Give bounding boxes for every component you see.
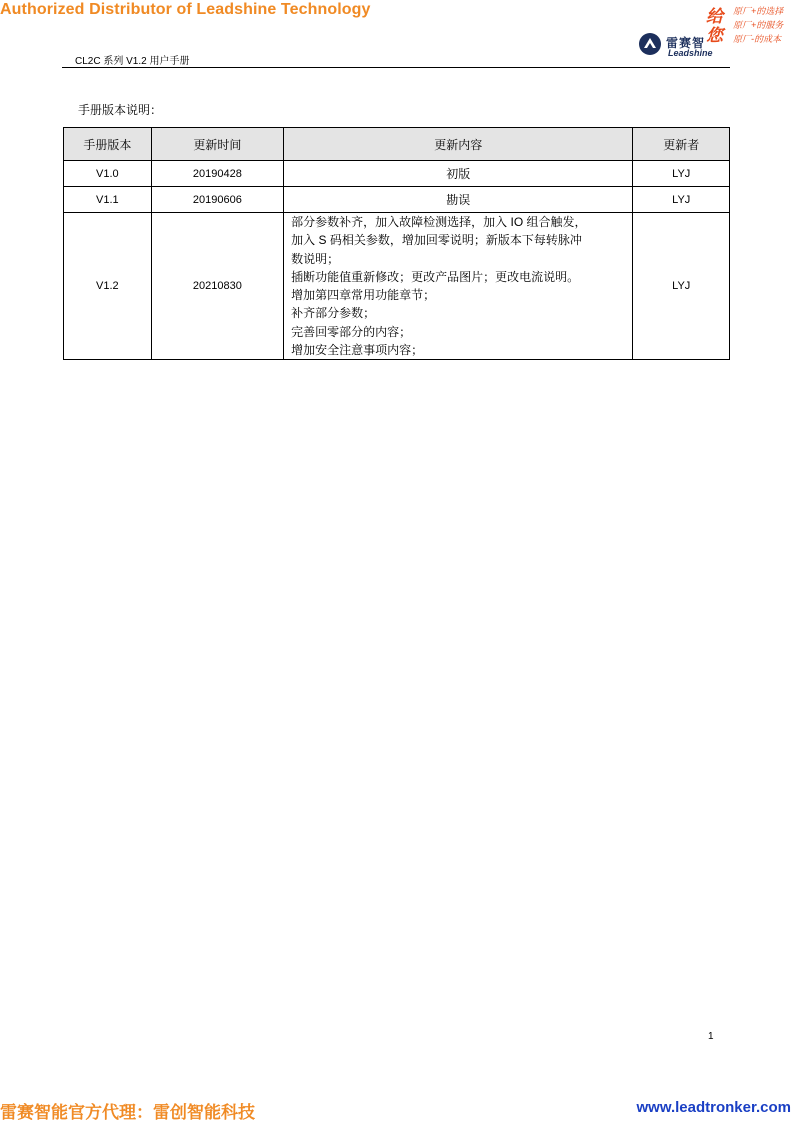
content-line: 完善回零部分的内容；	[291, 324, 412, 339]
distributor-banner: Authorized Distributor of Leadshine Technology	[0, 1, 371, 18]
cell-author: LYJ	[633, 213, 730, 360]
cell-version: V1.2	[64, 213, 152, 360]
content-line: 增加第四章常用功能章节；	[291, 288, 436, 303]
cell-author: LYJ	[633, 187, 730, 213]
slogan-line: 原厂+的选择	[733, 6, 784, 16]
cell-date: 20210830	[151, 213, 284, 360]
footer-agent-text: 雷赛智能官方代理：雷创智能科技	[0, 1103, 255, 1122]
content-line: 加入 S 码相关参数，增加回零说明；新版本下每转脉冲	[291, 233, 582, 248]
cell-content: 初版	[284, 161, 633, 187]
brand-slogans	[733, 4, 783, 46]
content-line: 补齐部分参数；	[291, 306, 376, 321]
table-header-row	[64, 128, 730, 161]
footer-website-link[interactable]: www.leadtronker.com	[636, 1099, 791, 1116]
document-title: CL2C 系列 V1.2 用户手册	[75, 56, 190, 67]
header-divider	[62, 67, 730, 68]
content-line: 部分参数补齐，加入故障检测选择，加入 IO 组合触发，	[291, 215, 587, 229]
brand-gift-char-2: 您	[706, 26, 723, 46]
header-author: 更新者	[633, 128, 730, 161]
section-label: 手册版本说明：	[78, 103, 163, 117]
brand-name-en: Leadshine	[668, 48, 713, 58]
cell-author: LYJ	[633, 161, 730, 187]
brand-gift-char-1: 给	[706, 7, 723, 27]
cell-content	[284, 213, 633, 360]
brand-name-cn: 雷赛智	[666, 36, 706, 50]
header-content: 更新内容	[284, 128, 633, 161]
content-line: 增加安全注意事项内容；	[291, 343, 424, 358]
cell-date: 20190606	[151, 187, 284, 213]
content-line: 数说明；	[291, 251, 340, 266]
leadshine-logo-icon	[638, 32, 662, 56]
revision-table	[63, 127, 730, 360]
header-date: 更新时间	[151, 128, 284, 161]
slogan-line: 原厂-的成本	[733, 34, 781, 44]
cell-version: V1.0	[64, 161, 152, 187]
cell-date: 20190428	[151, 161, 284, 187]
slogan-line: 原厂+的服务	[733, 20, 784, 30]
table-row	[64, 213, 730, 360]
content-line: 插断功能值重新修改；更改产品图片；更改电流说明。	[291, 269, 580, 284]
cell-version: V1.1	[64, 187, 152, 213]
header-version: 手册版本	[64, 128, 152, 161]
brand-logo-block	[636, 2, 793, 62]
table-row	[64, 161, 730, 187]
cell-content: 勘误	[284, 187, 633, 213]
table-row	[64, 187, 730, 213]
page-number: 1	[708, 1031, 714, 1042]
